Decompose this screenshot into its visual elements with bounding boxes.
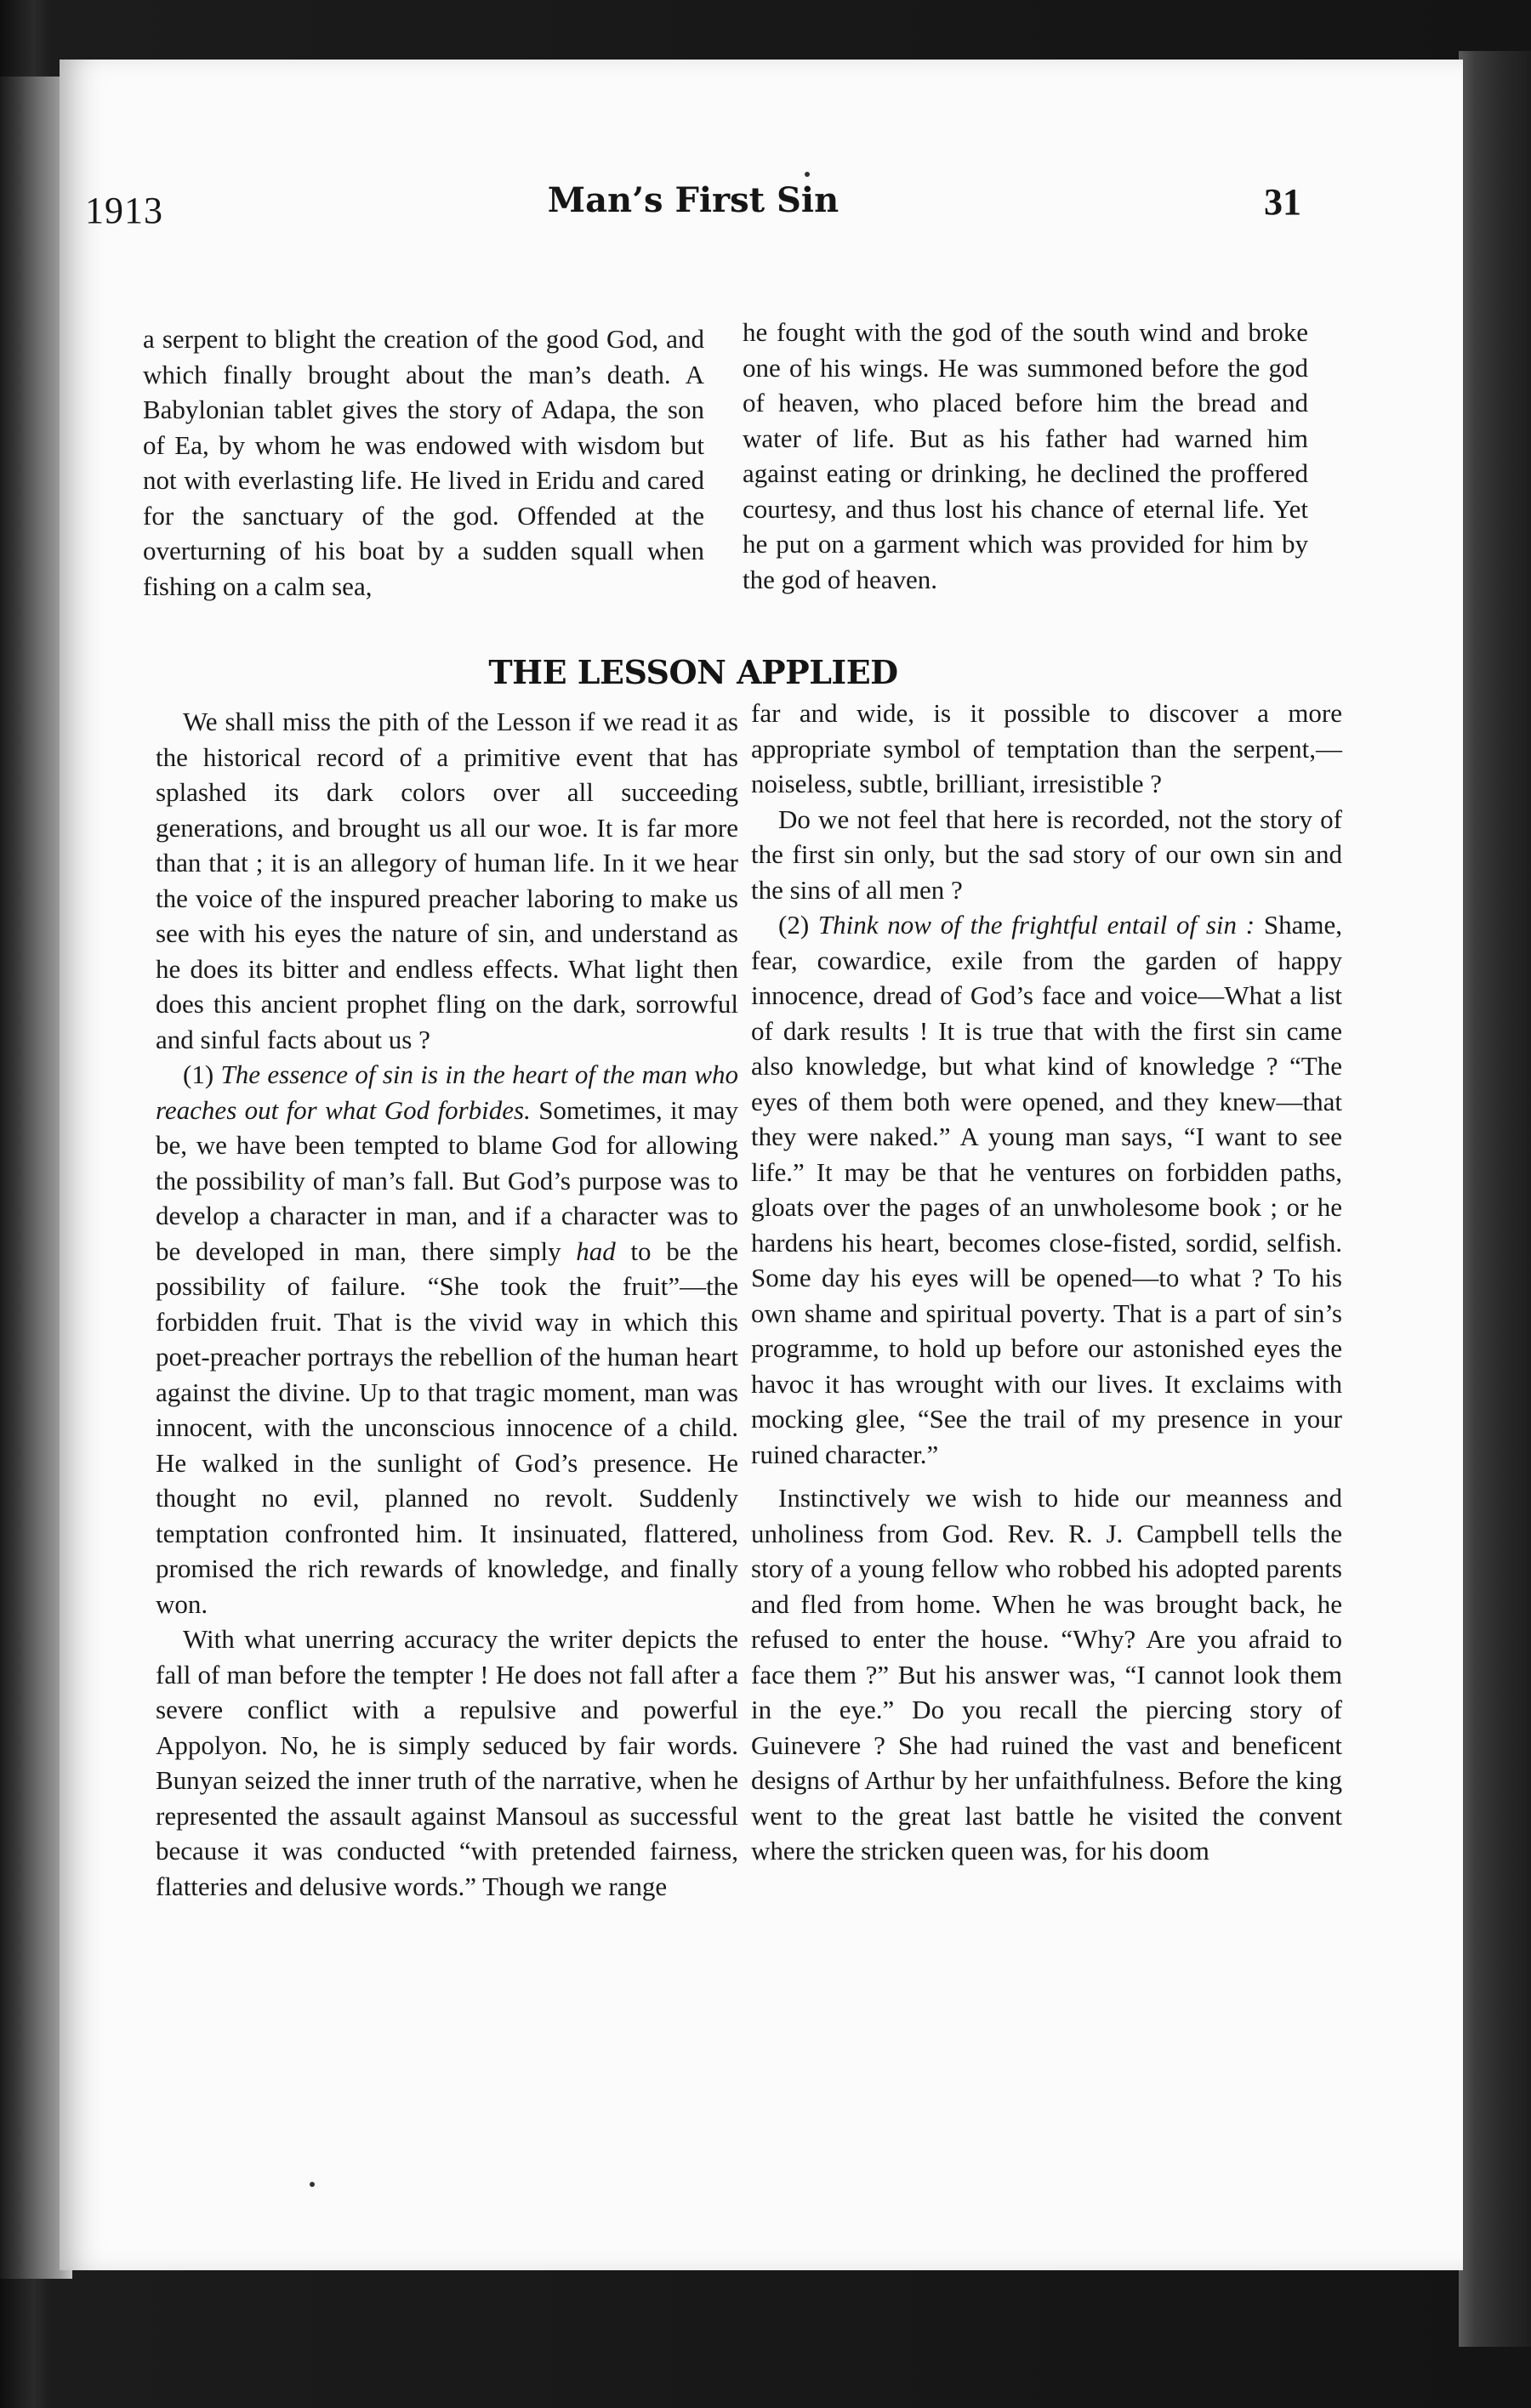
paragraph: Do we not feel that here is recorded, not the story of the first sin only, but the sad story of our own sin and the sins of all men ?	[751, 804, 1342, 905]
paragraph-text: Sometimes, it may be, we have been tempted to blame God for allowing the possibility of man’s fall. But God’s purpose was to develop a character in man, and if a character was to be developed in man, there simply	[156, 1094, 739, 1266]
column-bottom-right	[751, 696, 1342, 1869]
italic-heading: Think now of the frightful entail of sin :	[817, 910, 1255, 940]
paragraph: a serpent to blight the creation of the good God, and which finally brought about the man’s death. A Babylonian tablet gives the story of Adapa, the son of Ea, by whom he was endowed with wisdom but not with everlasting life. He lived in Eridu and cared for the sanctuary of the god. Offended at the overturning of his boat by a sudden squall when fishing on a calm sea,	[143, 324, 704, 601]
column-top-left	[143, 321, 704, 604]
paragraph: Instinctively we wish to hide our meanness and unholiness from God. Rev. R. J. Campbell tells the story of a young fellow who robbed his adopted parents and fled from home. When he was brought back, he refused to enter the house. “Why? Are you afraid to face them ?” But his answer was, “I cannot look them in the eye.” Do you recall the piercing story of Guinevere ? She had ruined the vast and beneficent designs of Arthur by her unfaithfulness. Before the king went to the great last battle he visited the convent where the stricken queen was, for his doom	[751, 1483, 1342, 1866]
paragraph: We shall miss the pith of the Lesson if we read it as the historical record of a primitive event that has splashed its dark colors over all succeeding generations, and brought us all our woe. It is far more than that ; it is an allegory of human life. In it we hear the voice of the inspured preacher laboring to make us see with his eyes the nature of sin, and understand as he does its bitter and endless effects. What light then does this ancient prophet fling on the dark, sorrowful and sinful facts about us ?	[156, 707, 738, 1054]
paragraph-text: to be the possibility of failure. “She took the fruit”—the forbidden fruit. That is the vivid way in which this poet-preacher portrays the rebellion of the human heart against the divine. Up to that tragic moment, man was innocent, with the unconscious innocence of a child. He walked in the sunlight of God’s presence. He thought no evil, planned no revolt. Suddenly temptation confronted him. It insinuated, flattered, promised the rich rewards of knowledge, and finally won.	[156, 1235, 738, 1619]
column-bottom-left	[156, 704, 738, 1904]
page-edge-right	[1459, 51, 1531, 2347]
italic-word: had	[576, 1235, 616, 1266]
running-header	[85, 180, 1301, 231]
speck	[310, 2182, 315, 2187]
paragraph-essence	[156, 1057, 738, 1621]
section-heading: THE LESSON APPLIED	[488, 653, 898, 691]
speck	[805, 172, 810, 177]
header-year: 1913	[85, 190, 163, 231]
point-number: (1)	[183, 1059, 214, 1089]
paragraph: he fought with the god of the south wind and broke one of his wings. He was summoned before the god of heaven, who placed before him the bread and water of life. But as his father had warned him against eating or drinking, he declined the proffered courtesy, and thus lost his chance of eternal life. Yet he put on a garment which was provided for him by the god of heaven.	[743, 317, 1308, 594]
paragraph-entail	[751, 907, 1342, 1472]
page-number: 31	[1264, 181, 1301, 223]
paragraph-text: Shame, fear, cowardice, exile from the garden of happy innocence, dread of God’s face and voice—What a list of dark results ! It is true that with the first sin came also knowledge, but what kind of knowledge ? “The eyes of them both were opened, and they knew—that they were naked.” A young man says, “I want to see life.” It may be that he ventures on forbidden paths, gloats over the pages of an unwholesome book ; or he hardens his heart, becomes close-fisted, sordid, selfish. Some day his eyes will be opened—to what ? To his own shame and spiritual poverty. That is a part of sin’s programme, to hold up before our astonished eyes the havoc it has wrought with our lives. It exclaims with mocking glee, “See the trail of my presence in your ruined character.”	[751, 910, 1343, 1469]
paragraph: With what unerring accuracy the writer depicts the fall of man before the tempter ! He does not fall after a severe conflict with a repulsive and powerful Appolyon. No, he is simply seduced by fair words. Bunyan seized the inner truth of the narrative, when he represented the assault against Mansoul as successful because it was conducted “with pretended fairness, flatteries and delusive words.” Though we range	[156, 1624, 738, 1901]
italic-heading: The essence of sin is in the heart of the man who reaches out for what God forbides.	[156, 1059, 738, 1125]
paragraph: far and wide, is it possible to discover a more appropriate symbol of temptation than the serpent,—noiseless, subtle, brilliant, irresistible ?	[751, 698, 1342, 798]
point-number: (2)	[778, 910, 810, 940]
column-top-right	[743, 315, 1308, 597]
header-title: Man’s First Sin	[547, 180, 839, 220]
